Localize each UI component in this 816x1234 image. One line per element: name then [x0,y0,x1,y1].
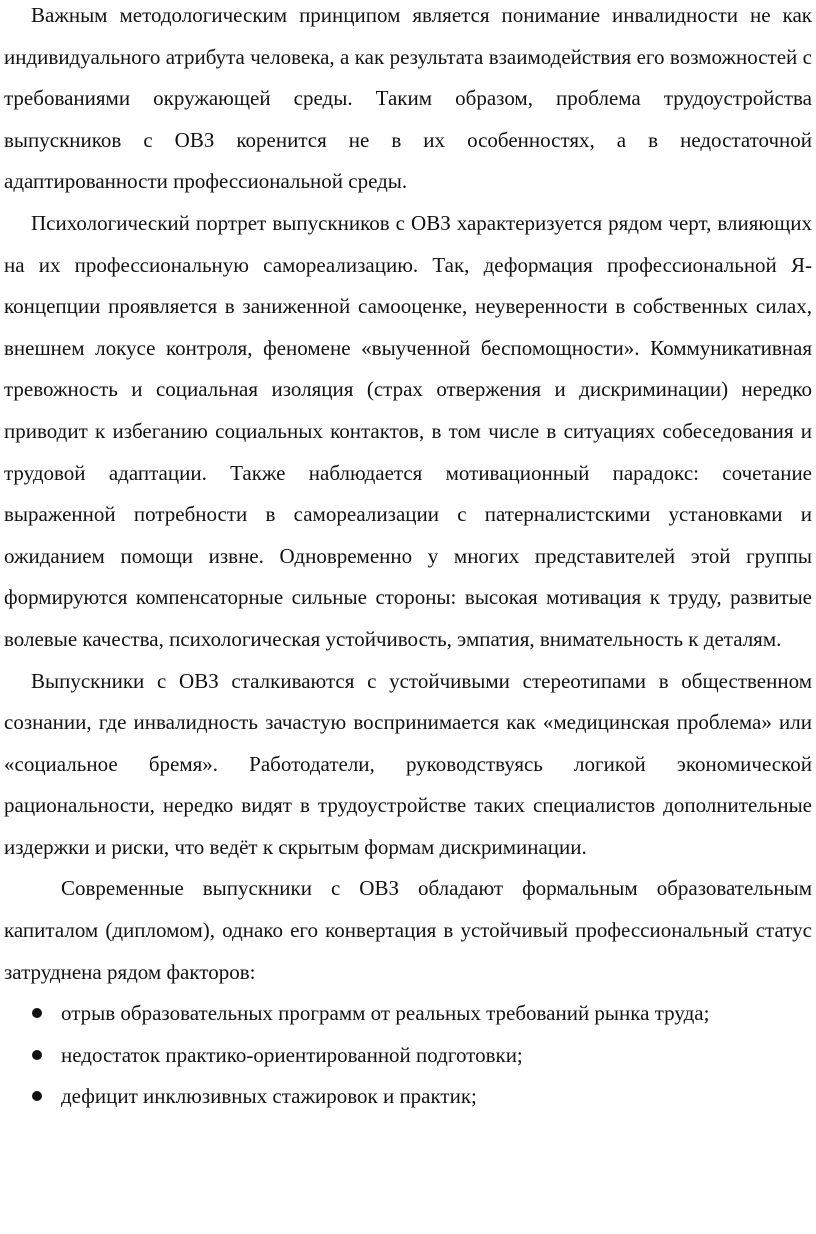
list-item [4,1076,812,1118]
factors-list [4,993,812,1118]
list-item-text: дефицит инклюзивных стажировок и практик; [61,1084,477,1109]
bullet-icon [32,1091,42,1101]
paragraph-stereotypes: Выпускники с ОВЗ сталкиваются с устойчивыми стереотипами в общественном сознании, где инвалидность зачастую воспринимается как «медицинская проблема» или «социальное бремя». Работодатели, руководствуясь логикой экономической рациональности, нередко видят в трудоустройстве таких специалистов дополнительные издержки и риски, что ведёт к скрытым формам дискриминации. [4,668,812,859]
paragraph-educational-capital: Современные выпускники с ОВЗ обладают формальным образовательным капиталом (дипломом), однако его конвертация в устойчивый профессиональный статус затруднена рядом факторов: [4,876,812,984]
bullet-icon [32,1008,42,1018]
bullet-icon [32,1050,42,1060]
list-item-text: недостаток практико-ориентированной подготовки; [61,1042,523,1067]
paragraph-methodology: Важным методологическим принципом является понимание инвалидности не как индивидуального атрибута человека, а как результата взаимодействия его возможностей с требованиями окружающей среды. Таким образом, проблема трудоустройства выпускников с ОВЗ коренится не в их особенностях, а в недостаточной адаптированности профессиональной среды. [4,3,812,194]
list-item [4,993,812,1035]
list-item [4,1035,812,1077]
list-item-text: отрыв образовательных программ от реальных требований рынка труда; [61,1001,710,1026]
document-body [4,0,812,1118]
paragraph-psychological-portrait: Психологический портрет выпускников с ОВЗ характеризуется рядом черт, влияющих на их профессиональную самореализацию. Так, деформация профессиональной Я-концепции проявляется в заниженной самооценке, неуверенности в собственных силах, внешнем локусе контроля, феномене «выученной беспомощности». Коммуникативная тревожность и социальная изоляция (страх отвержения и дискриминации) нередко приводит к избеганию социальных контактов, в том числе в ситуациях собеседования и трудовой адаптации. Также наблюдается мотивационный парадокс: сочетание выраженной потребности в самореализации с патерналистскими установками и ожиданием помощи извне. Одновременно у многих представителей этой группы формируются компенсаторные сильные стороны: высокая мотивация к труду, развитые волевые качества, психологическая устойчивость, эмпатия, внимательность к деталям. [4,210,812,651]
